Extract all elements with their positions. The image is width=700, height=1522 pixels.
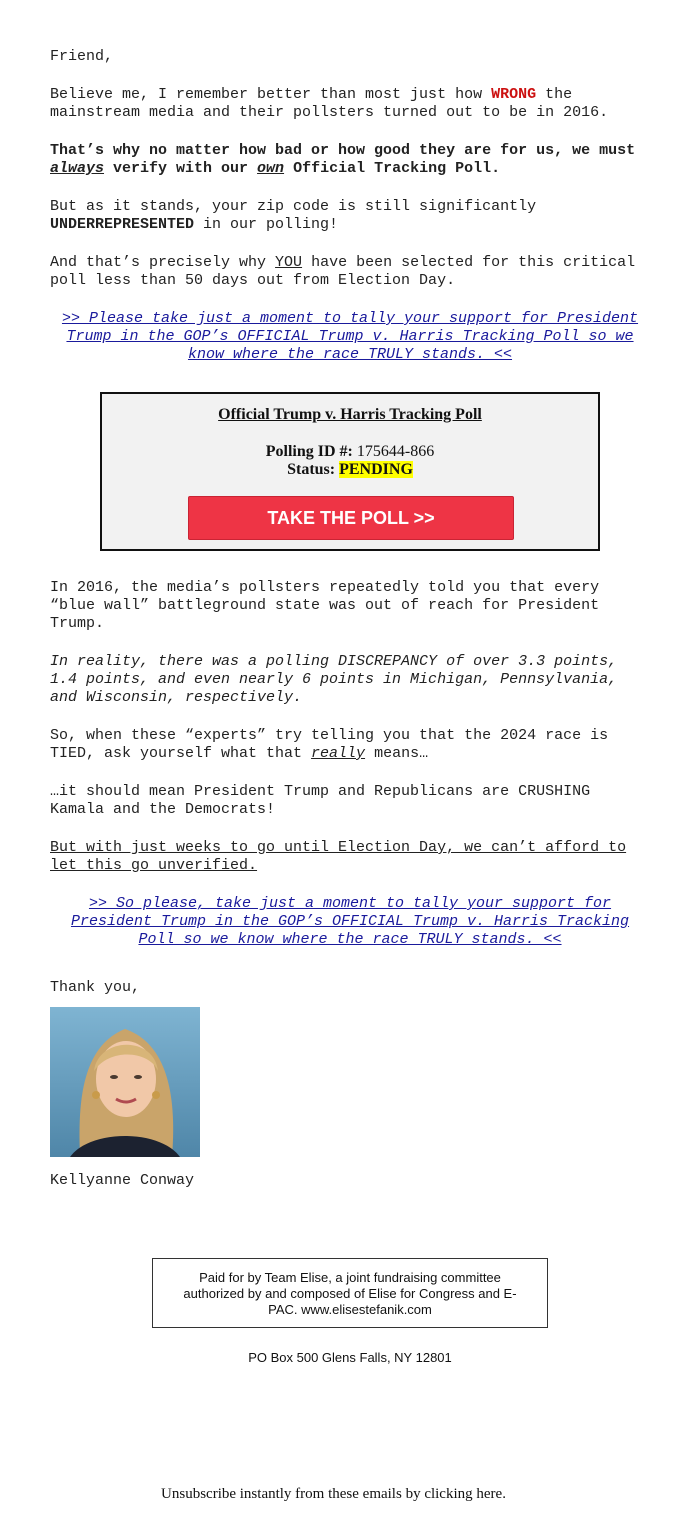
emphasis-you: YOU [275, 254, 303, 271]
text: So, when these “experts” try telling you that the 2024 race is TIED, ask yourself what that [50, 727, 609, 762]
emphasis-own: own [257, 160, 285, 177]
paragraph-blue-wall: In 2016, the media’s pollsters repeatedly told you that every “blue wall” battleground state was out of reach for President Trump. [50, 579, 600, 632]
unsubscribe-link[interactable]: Unsubscribe instantly from these emails by clicking here. [161, 1486, 506, 1502]
paragraph-verify [50, 142, 650, 178]
disclaimer-text: Paid for by Team Elise, a joint fundraising committee authorized by and composed of Elise for Congress and E-PAC. www.elisestefanik.com [183, 1270, 517, 1317]
text: And that’s precisely why [50, 254, 276, 271]
signer-photo [50, 1007, 200, 1157]
paragraph-unverified: But with just weeks to go until Election Day, we can’t afford to let this go unverified. [50, 839, 627, 874]
text: That’s why no matter how bad or how good they are for us, we must [50, 142, 636, 159]
poll-card [100, 392, 600, 551]
text: means… [365, 745, 429, 762]
paid-for-disclaimer [152, 1258, 548, 1328]
polling-id [102, 443, 598, 461]
paragraph-media-wrong [50, 86, 650, 122]
take-poll-button[interactable]: TAKE THE POLL >> [188, 496, 514, 540]
polling-id-label: Polling ID #: [265, 443, 353, 460]
signoff: Thank you, [50, 979, 141, 996]
paragraph-discrepancy: In reality, there was a polling DISCREPANCY of over 3.3 points, 1.4 points, and even nearly 6 points in Michigan, Pennsylvania, and Wisconsin, respectively. [50, 653, 618, 706]
paragraph-crushing: …it should mean President Trump and Republicans are CRUSHING Kamala and the Democrats! [50, 783, 591, 818]
emphasis-underrepresented: UNDERREPRESENTED [50, 216, 195, 233]
text: verify with our [104, 160, 258, 177]
greeting: Friend, [50, 48, 114, 65]
mailing-address: PO Box 500 Glens Falls, NY 12801 [248, 1350, 452, 1365]
status-badge: PENDING [339, 461, 413, 478]
status-label: Status: [287, 461, 340, 478]
portrait-image [50, 1007, 200, 1157]
text: Official Tracking Poll. [284, 160, 501, 177]
text: the mainstream media and their pollsters turned out to be in 2016. [50, 86, 609, 121]
emphasis-really: really [311, 745, 366, 762]
paragraph-tied [50, 727, 650, 763]
emphasis-always: always [50, 160, 105, 177]
text: have been selected for this critical poll less than 50 days out from Election Day. [50, 254, 636, 289]
emphasis-wrong: WRONG [491, 86, 537, 103]
paragraph-selected [50, 254, 650, 290]
text: But as it stands, your zip code is still significantly [50, 198, 537, 215]
signer-name: Kellyanne Conway [50, 1172, 195, 1189]
polling-id-value: 175644-866 [352, 443, 435, 460]
poll-status [102, 461, 598, 479]
text: Believe me, I remember better than most just how [50, 86, 492, 103]
paragraph-zip-code [50, 198, 650, 234]
poll-title: Official Trump v. Harris Tracking Poll [218, 406, 482, 423]
text: in our polling! [194, 216, 339, 233]
poll-link-top[interactable]: >> Please take just a moment to tally your support for President Trump in the GOP’s OFFICIAL Trump v. Harris Tracking Poll so we know where the race TRULY stands. << [61, 310, 639, 363]
poll-link-bottom[interactable]: >> So please, take just a moment to tally your support for President Trump in the GOP’s OFFICIAL Trump v. Harris Tracking Poll so we know where the race TRULY stands. << [70, 895, 630, 948]
